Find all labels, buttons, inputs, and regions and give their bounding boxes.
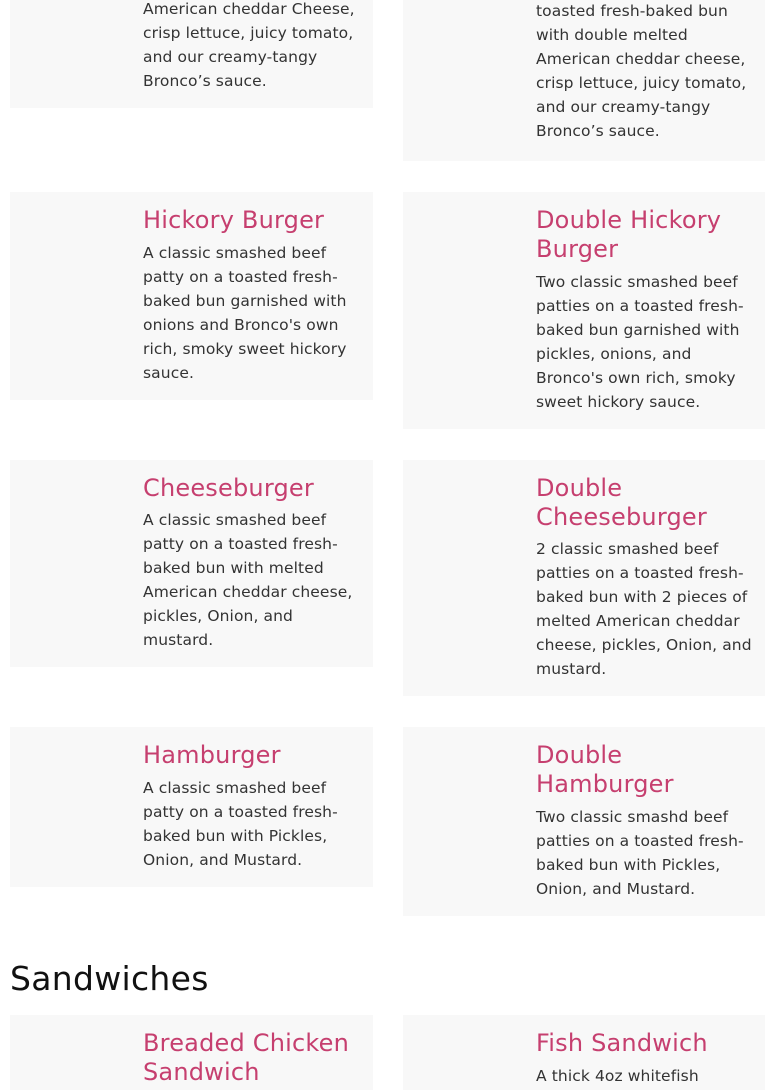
- item-image: [403, 1015, 528, 1090]
- item-image: [403, 460, 528, 696]
- menu-card-cheeseburger[interactable]: [10, 460, 373, 667]
- item-image: [403, 727, 528, 916]
- item-title[interactable]: Double Hamburger: [536, 741, 674, 798]
- item-title[interactable]: Hamburger: [143, 741, 281, 769]
- item-title[interactable]: Double Hickory Burger: [536, 206, 722, 263]
- item-title[interactable]: Fish Sandwich: [536, 1029, 708, 1057]
- menu-card[interactable]: [403, 0, 765, 161]
- item-title[interactable]: Hickory Burger: [143, 206, 325, 234]
- item-image: [10, 1015, 135, 1090]
- menu-card-double-hickory-burger[interactable]: [403, 192, 765, 429]
- menu-card-breaded-chicken-sandwich[interactable]: [10, 1015, 373, 1090]
- item-description: A classic smashed beef patty on a toasted fresh-baked bun with melted American cheddar cheese, pickles, Onion, and mustard.: [143, 511, 353, 649]
- item-title[interactable]: Breaded Chicken Sandwich: [143, 1029, 349, 1086]
- item-title[interactable]: Double Cheeseburger: [536, 474, 707, 531]
- item-image: [10, 0, 135, 108]
- item-image: [403, 192, 528, 429]
- item-image: [10, 192, 135, 400]
- item-description: A classic smashed beef patty on a toasted fresh-baked bun with Pickles, Onion, and Mustard.: [143, 779, 338, 869]
- item-image: [10, 727, 135, 887]
- item-description: 2 classic smashed beef patties on a toasted fresh-baked bun with 2 pieces of melted American cheddar cheese, pickles, Onion, and mustard.: [536, 540, 752, 678]
- item-description: Two classic smashd beef patties on a toasted fresh-baked bun with Pickles, Onion, and Mustard.: [536, 808, 744, 898]
- item-description: Two classic smashed beef patties on a toasted fresh-baked bun garnished with pickles, onions, and Bronco's own rich, smoky sweet hickory sauce.: [536, 273, 744, 411]
- menu-card-hickory-burger[interactable]: [10, 192, 373, 400]
- section-heading-sandwiches: Sandwiches: [10, 959, 209, 998]
- item-image: [10, 460, 135, 667]
- menu-card-hamburger[interactable]: [10, 727, 373, 887]
- menu-card-double-cheeseburger[interactable]: [403, 460, 765, 696]
- item-description: American cheddar Cheese, crisp lettuce, juicy tomato, and our creamy-tangy Bronco’s sauce.: [143, 0, 355, 90]
- item-description: toasted fresh-baked bun with double melted American cheddar cheese, crisp lettuce, juicy tomato, and our creamy-tangy Bronco’s sauce.: [536, 2, 747, 140]
- item-title[interactable]: Cheeseburger: [143, 474, 314, 502]
- menu-card-fish-sandwich[interactable]: [403, 1015, 765, 1090]
- menu-card-double-hamburger[interactable]: [403, 727, 765, 916]
- item-description: A classic smashed beef patty on a toasted fresh-baked bun garnished with onions and Bronco's own rich, smoky sweet hickory sauce.: [143, 244, 347, 382]
- item-image: [403, 0, 528, 161]
- menu-card[interactable]: [10, 0, 373, 108]
- item-description: A thick 4oz whitefish: [536, 1067, 699, 1085]
